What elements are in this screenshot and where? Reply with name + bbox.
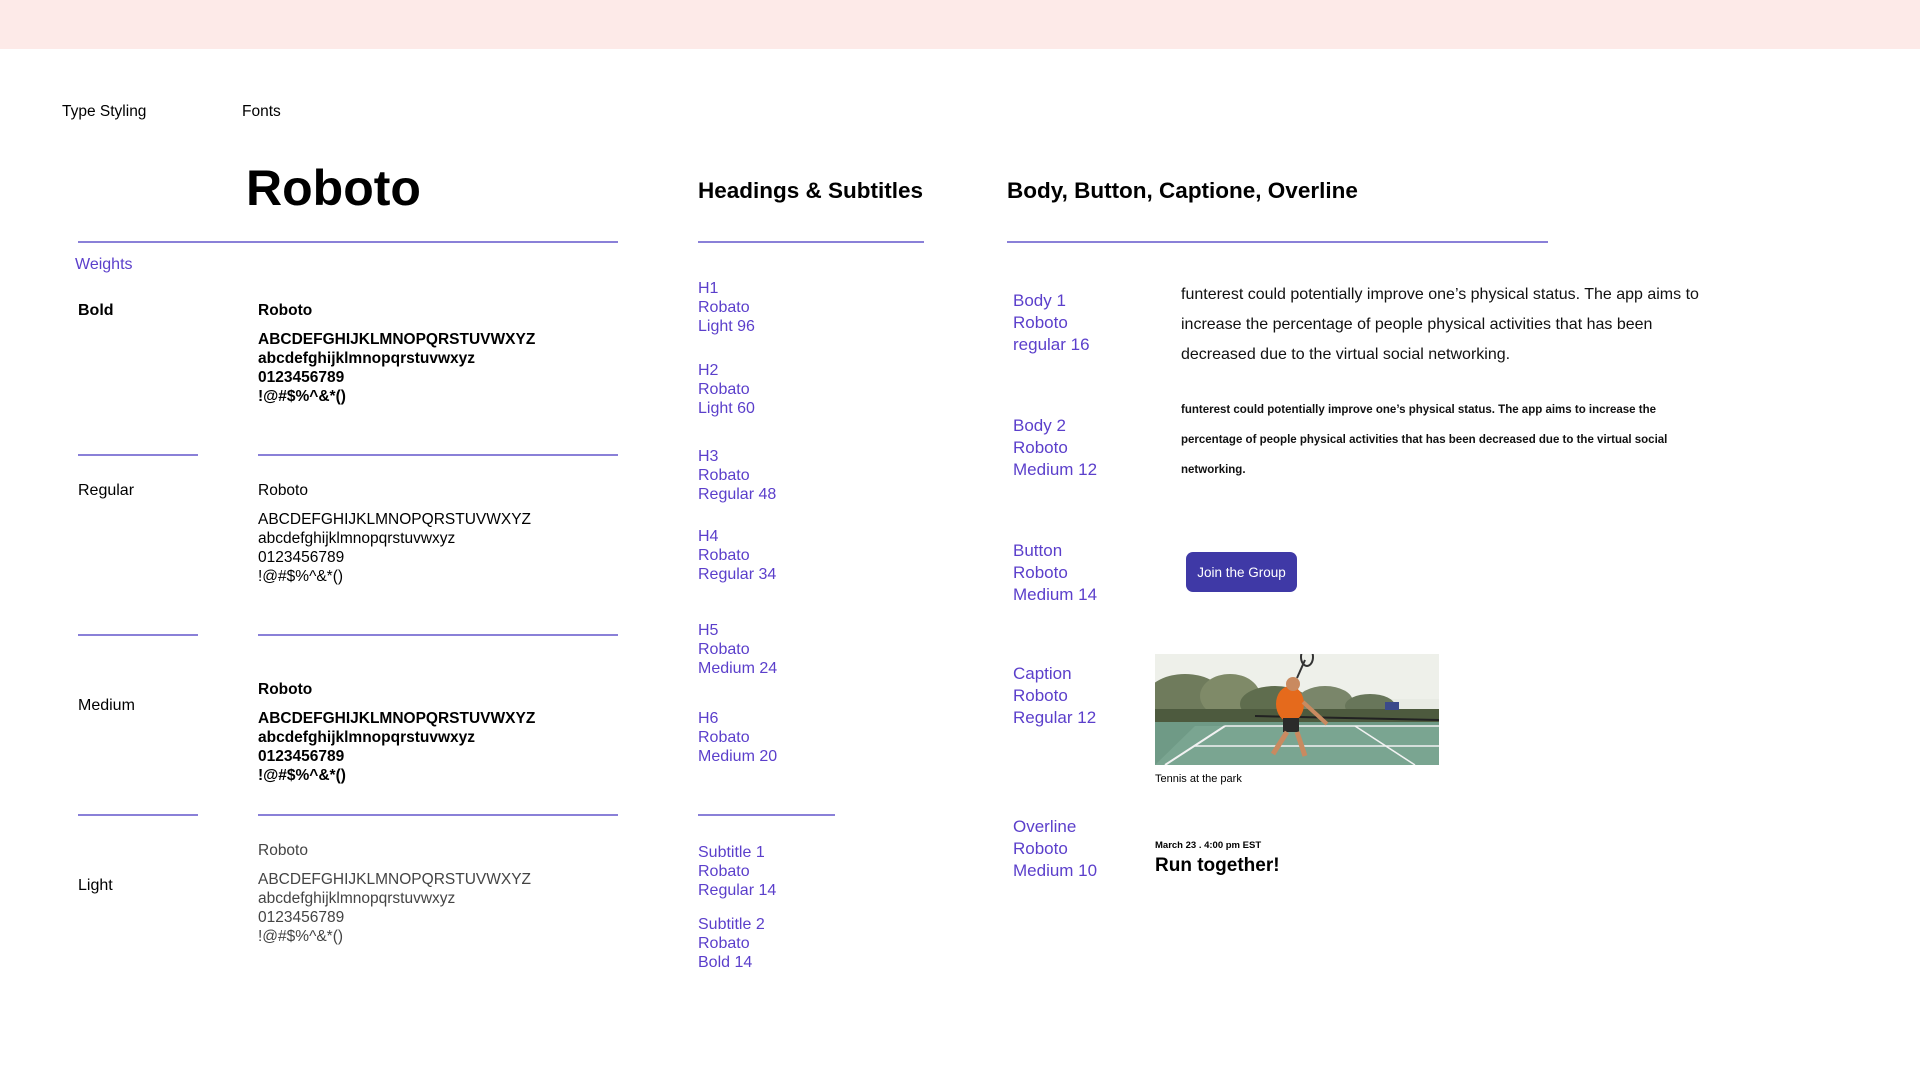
weight-name-light: Light xyxy=(78,877,113,894)
sample-lowercase: abcdefghijklmnopqrstuvwxyz xyxy=(258,729,476,746)
spec-font: Roboto xyxy=(1013,686,1068,705)
weight-name-medium: Medium xyxy=(78,697,135,714)
sample-title: Roboto xyxy=(258,681,313,698)
divider-weight-short xyxy=(78,454,198,456)
caption-text: Tennis at the park xyxy=(1155,773,1242,785)
heading-spec-h5 xyxy=(698,621,777,678)
top-banner xyxy=(0,0,1920,49)
spec-detail: Regular 12 xyxy=(1013,708,1097,727)
spec-font: Roboto xyxy=(1013,438,1068,457)
sample-lowercase: abcdefghijklmnopqrstuvwxyz xyxy=(258,350,476,367)
spec-tag: Button xyxy=(1013,541,1063,560)
spec-font: Roboto xyxy=(1013,839,1068,858)
sample-digits: 0123456789 xyxy=(258,748,345,765)
overline-title: Run together! xyxy=(1155,855,1280,876)
heading-spec-h2 xyxy=(698,361,755,418)
sample-symbols: !@#$%^&*() xyxy=(258,767,346,784)
spec-font: Robato xyxy=(698,863,750,880)
spec-detail: Medium 14 xyxy=(1013,585,1098,604)
heading-headings-subtitles: Headings & Subtitles xyxy=(698,178,924,203)
spec-font: Robato xyxy=(698,299,750,316)
weight-sample-medium xyxy=(258,680,535,785)
spec-font: Roboto xyxy=(1013,563,1068,582)
heading-body-group: Body, Button, Captione, Overline xyxy=(1007,178,1358,203)
sample-symbols: !@#$%^&*() xyxy=(258,568,344,585)
sample-symbols: !@#$%^&*() xyxy=(258,388,346,405)
spec-tag: H3 xyxy=(698,448,719,465)
spec-font: Robato xyxy=(698,381,750,398)
sample-uppercase: ABCDEFGHIJKLMNOPQRSTUVWXYZ xyxy=(258,710,536,727)
sample-digits: 0123456789 xyxy=(258,909,345,926)
spec-tag: Caption xyxy=(1013,664,1072,683)
spec-tag: Body 2 xyxy=(1013,416,1066,435)
spec-detail: Medium 24 xyxy=(698,660,778,677)
spec-font: Robato xyxy=(698,729,750,746)
body-spec-button xyxy=(1013,540,1097,606)
spec-detail: Medium 20 xyxy=(698,748,778,765)
sample-uppercase: ABCDEFGHIJKLMNOPQRSTUVWXYZ xyxy=(258,331,536,348)
divider-weight-short xyxy=(78,634,198,636)
spec-font: Robato xyxy=(698,467,750,484)
subtitle-spec-1 xyxy=(698,843,776,900)
divider-subtitles xyxy=(698,814,835,816)
body2-sample-text: funterest could potentially improve one’s physical status. The app aims to increase the percentage of people physical activities that has been decreased due to the virtual social networking. xyxy=(1181,404,1668,476)
weight-sample-bold xyxy=(258,301,535,406)
sample-symbols: !@#$%^&*() xyxy=(258,928,344,945)
heading-spec-h1 xyxy=(698,279,755,336)
tennis-photo xyxy=(1155,654,1439,765)
divider-weight-short xyxy=(78,814,198,816)
spec-font: Robato xyxy=(698,641,750,658)
font-title: Roboto xyxy=(246,160,421,216)
weight-sample-light xyxy=(258,841,531,946)
heading-spec-h4 xyxy=(698,527,776,584)
spec-tag: Subtitle 1 xyxy=(698,844,765,861)
spec-detail: Regular 14 xyxy=(698,882,777,899)
divider-weight-long xyxy=(258,634,618,636)
heading-spec-h3 xyxy=(698,447,776,504)
spec-tag: H6 xyxy=(698,710,719,727)
nav-fonts[interactable]: Fonts xyxy=(242,103,281,120)
spec-font: Robato xyxy=(698,935,750,952)
sample-lowercase: abcdefghijklmnopqrstuvwxyz xyxy=(258,530,456,547)
sample-title: Roboto xyxy=(258,482,308,499)
spec-font: Robato xyxy=(698,547,750,564)
spec-detail: Regular 34 xyxy=(698,566,777,583)
spec-detail: regular 16 xyxy=(1013,335,1090,354)
spec-detail: Bold 14 xyxy=(698,954,753,971)
body1-sample-text: funterest could potentially improve one’s physical status. The app aims to increase the percentage of people physical activities that has been decreased due to the virtual social networking. xyxy=(1181,286,1699,363)
weight-name-regular: Regular xyxy=(78,482,135,499)
body-spec-body2 xyxy=(1013,415,1097,481)
nav-type-styling[interactable]: Type Styling xyxy=(62,103,147,120)
spec-tag: H5 xyxy=(698,622,719,639)
spec-tag: Subtitle 2 xyxy=(698,916,765,933)
sample-title: Roboto xyxy=(258,842,308,859)
spec-detail: Light 96 xyxy=(698,318,755,335)
spec-font: Roboto xyxy=(1013,313,1068,332)
body-spec-overline xyxy=(1013,816,1097,882)
divider-weight-long xyxy=(258,454,618,456)
spec-tag: H4 xyxy=(698,528,719,545)
spec-tag: Overline xyxy=(1013,817,1077,836)
spec-detail: Medium 12 xyxy=(1013,460,1098,479)
sample-lowercase: abcdefghijklmnopqrstuvwxyz xyxy=(258,890,456,907)
divider-weight-long xyxy=(258,814,618,816)
divider-roboto xyxy=(78,241,618,243)
divider-body xyxy=(1007,241,1548,243)
sample-uppercase: ABCDEFGHIJKLMNOPQRSTUVWXYZ xyxy=(258,511,531,528)
join-group-button[interactable]: Join the Group xyxy=(1186,552,1297,592)
sample-uppercase: ABCDEFGHIJKLMNOPQRSTUVWXYZ xyxy=(258,871,531,888)
sample-digits: 0123456789 xyxy=(258,549,345,566)
body-spec-caption xyxy=(1013,663,1096,729)
subtitle-spec-2 xyxy=(698,915,765,972)
spec-detail: Light 60 xyxy=(698,400,755,417)
spec-detail: Medium 10 xyxy=(1013,861,1098,880)
divider-headings xyxy=(698,241,924,243)
sample-digits: 0123456789 xyxy=(258,369,345,386)
sample-title: Roboto xyxy=(258,302,313,319)
spec-tag: H1 xyxy=(698,280,719,297)
spec-detail: Regular 48 xyxy=(698,486,777,503)
weight-sample-regular xyxy=(258,481,531,586)
weights-label: Weights xyxy=(75,256,133,273)
overline-text: March 23 . 4:00 pm EST xyxy=(1155,840,1262,851)
spec-tag: H2 xyxy=(698,362,719,379)
weight-name-bold: Bold xyxy=(78,302,114,319)
spec-tag: Body 1 xyxy=(1013,291,1066,310)
body-spec-body1 xyxy=(1013,290,1090,356)
heading-spec-h6 xyxy=(698,709,777,766)
